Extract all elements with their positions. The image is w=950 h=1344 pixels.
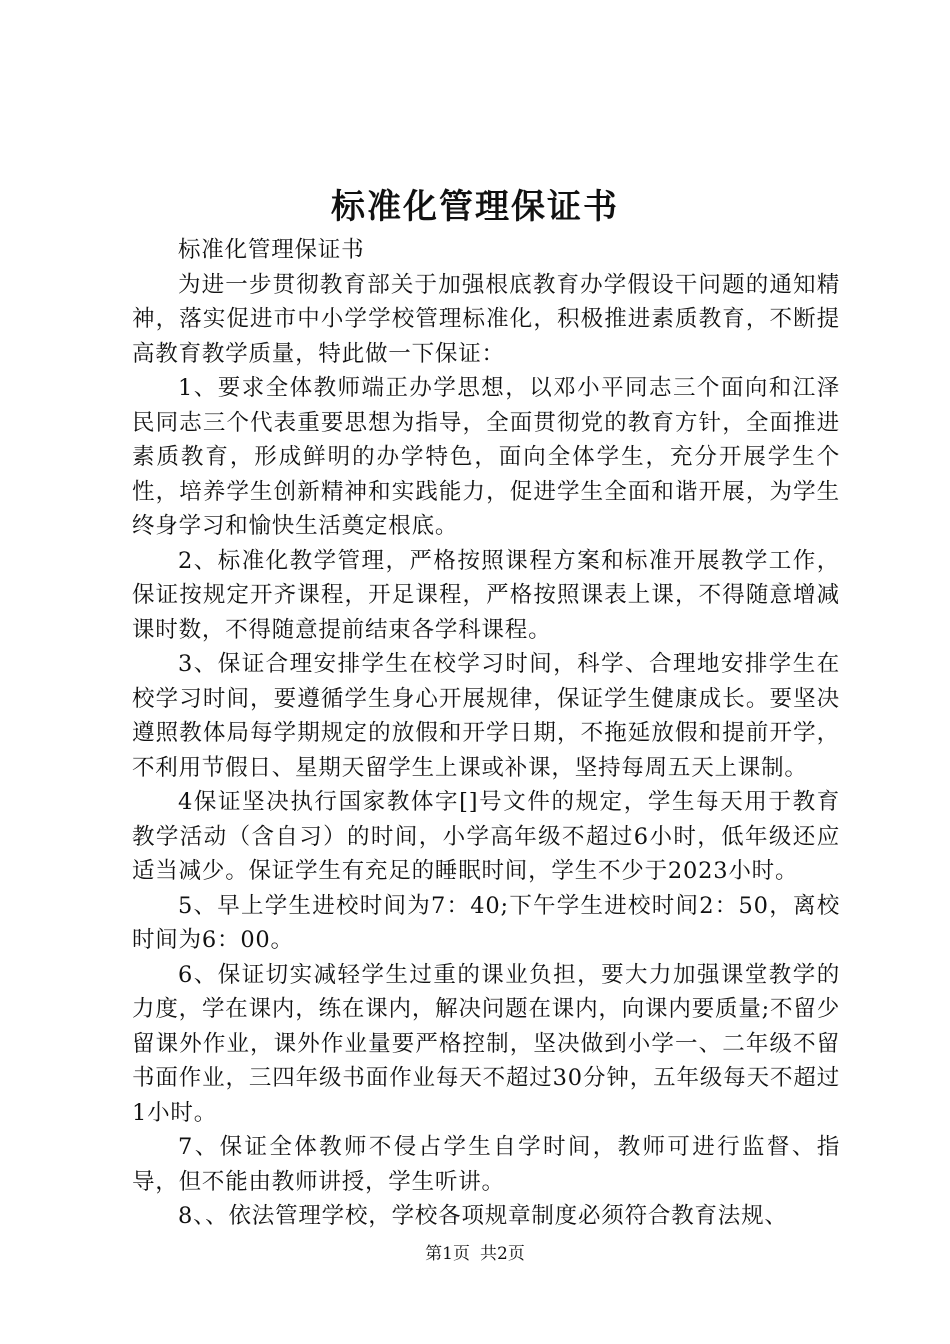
page-number: 第1页 (425, 1244, 470, 1264)
paragraph-item-2: 2、标准化教学管理，严格按照课程方案和标准开展教学工作，保证按规定开齐课程，开足课程，严格按照课表上课，不得随意增减课时数，不得随意提前结束各学科课程。 (132, 547, 840, 643)
page-total: 共2页 (480, 1244, 525, 1264)
paragraph-item-5: 5、早上学生进校时间为7：40;下午学生进校时间2：50，离校时间为6：00。 (132, 892, 840, 953)
page-footer (0, 1242, 950, 1266)
paragraph-item-8: 8、、依法管理学校，学校各项规章制度必须符合教育法规、 (178, 1203, 788, 1229)
paragraph-item-3: 3、保证合理安排学生在校学习时间，科学、合理地安排学生在校学习时间，要遵循学生身心开展规律，保证学生健康成长。要坚决遵照教体局每学期规定的放假和开学日期，不拖延放假和提前开学，不利用节假日、星期天留学生上课或补课，坚持每周五天上课制。 (132, 651, 840, 781)
paragraph-subtitle: 标准化管理保证书 (178, 237, 365, 263)
paragraph-item-6: 6、保证切实减轻学生过重的课业负担，要大力加强课堂教学的力度，学在课内，练在课内，解决问题在课内，向课内要质量;不留少留课外作业，课外作业量要严格控制，坚决做到小学一、二年级不留书面作业，三四年级书面作业每天不超过30分钟，五年级每天不超过1小时。 (132, 961, 840, 1126)
paragraph-item-4: 4保证坚决执行国家教体字[]号文件的规定，学生每天用于教育教学活动（含自习）的时间，小学高年级不超过6小时，低年级还应适当减少。保证学生有充足的睡眠时间，学生不少于2023小时。 (132, 789, 840, 884)
paragraph-item-7: 7、保证全体教师不侵占学生自学时间，教师可进行监督、指导，但不能由教师讲授，学生听讲。 (132, 1134, 840, 1195)
paragraph-item-1: 1、要求全体教师端正办学思想，以邓小平同志三个面向和江泽民同志三个代表重要思想为指导，全面贯彻党的教育方针，全面推进素质教育，形成鲜明的办学特色，面向全体学生，充分开展学生个性，培养学生创新精神和实践能力，促进学生全面和谐开展，为学生终身学习和愉快生活奠定根底。 (132, 375, 840, 539)
paragraph-intro: 为进一步贯彻教育部关于加强根底教育办学假设干问题的通知精神，落实促进市中小学学校管理标准化，积极推进素质教育，不断提高教育教学质量，特此做一下保证： (132, 271, 840, 367)
document-body (132, 233, 840, 1234)
document-title: 标准化管理保证书 (331, 187, 619, 227)
